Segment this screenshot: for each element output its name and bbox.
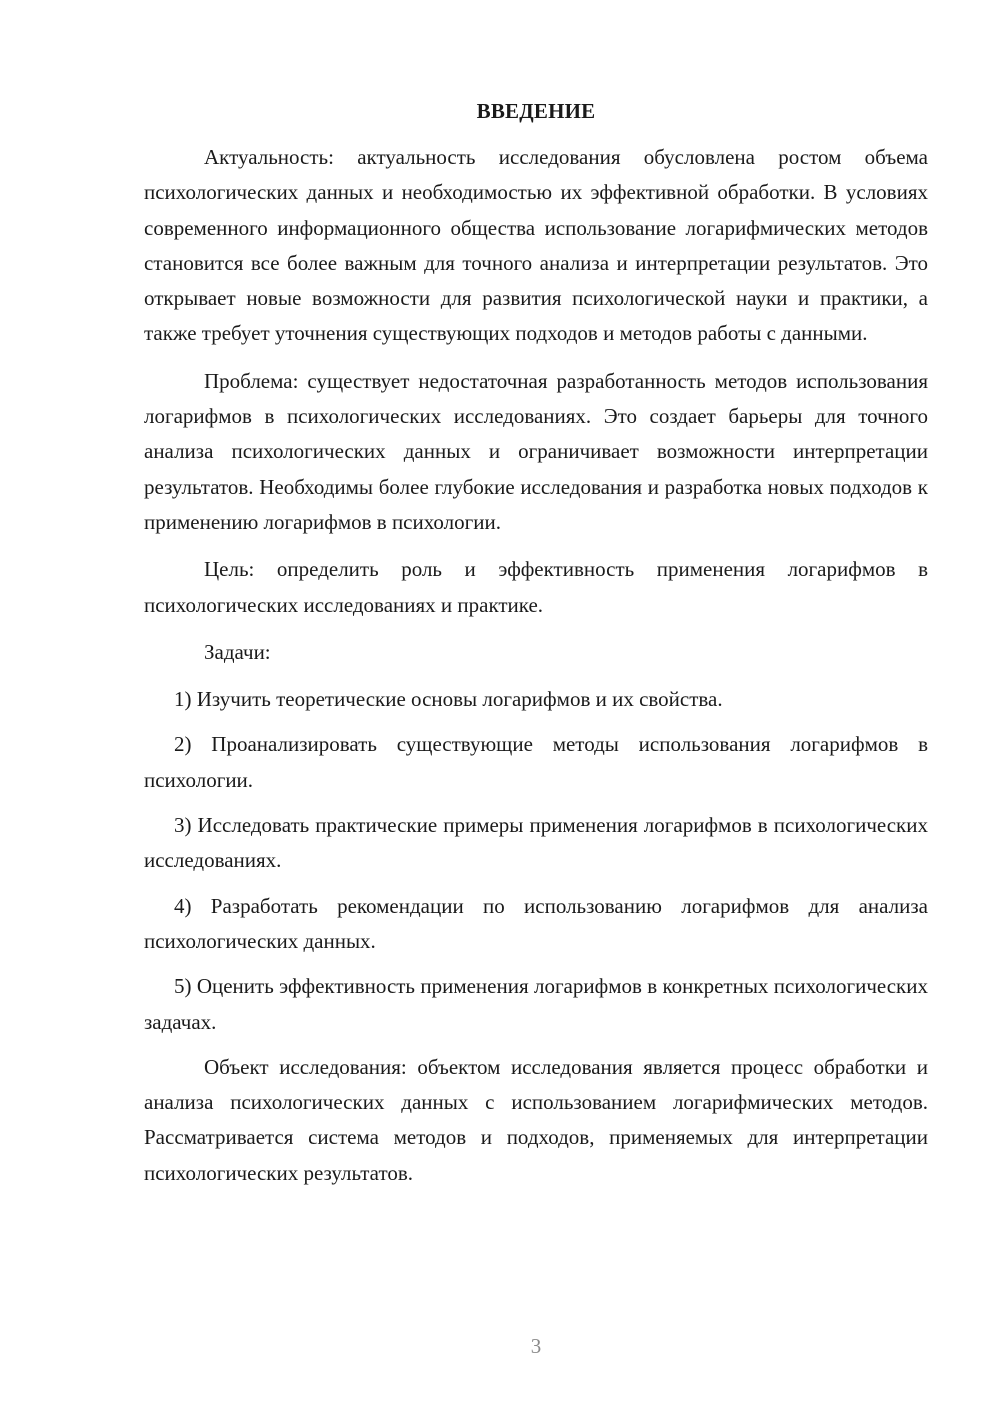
task-item: 4) Разработать рекомендации по использованию логарифмов для анализа психологических данных. [144,893,928,953]
page-number: 3 [530,1334,542,1358]
task-item: 5) Оценить эффективность применения логарифмов в конкретных психологических задачах. [144,974,928,1034]
paragraph-object: Объект исследования: объектом исследования является процесс обработки и анализа психологических данных с использованием логарифмических методов. Рассматривается система методов и подходов, применяемых для интерпретации психологических результатов. [144,1054,928,1185]
paragraph-relevance: Актуальность: актуальность исследования обусловлена ростом объема психологических данных и необходимостью их эффективной обработки. В условиях современного информационного общества использование логарифмических методов становится все более важным для точного анализа и интерпретации результатов. Это открывает новые возможности для развития психологической науки и практики, а также требует уточнения существующих подходов и методов работы с данными. [144,145,928,346]
paragraph-goal: Цель: определить роль и эффективность применения логарифмов в психологических исследованиях и практике. [144,557,928,617]
paragraph-problem: Проблема: существует недостаточная разработанность методов использования логарифмов в психологических исследованиях. Это создает барьеры для точного анализа психологических данных и ограничивает возможности интерпретации результатов. Необходимы более глубокие исследования и разработка новых подходов к применению логарифмов в психологии. [144,368,928,534]
document-page [144,94,928,1203]
section-heading: ВВЕДЕНИЕ [476,99,596,123]
task-item: 2) Проанализировать существующие методы использования логарифмов в психологии. [144,732,928,792]
task-item: 3) Исследовать практические примеры применения логарифмов в психологических исследованиях. [144,813,928,873]
task-item: 1) Изучить теоретические основы логарифмов и их свойства. [174,687,723,712]
tasks-title: Задачи: [204,639,271,664]
